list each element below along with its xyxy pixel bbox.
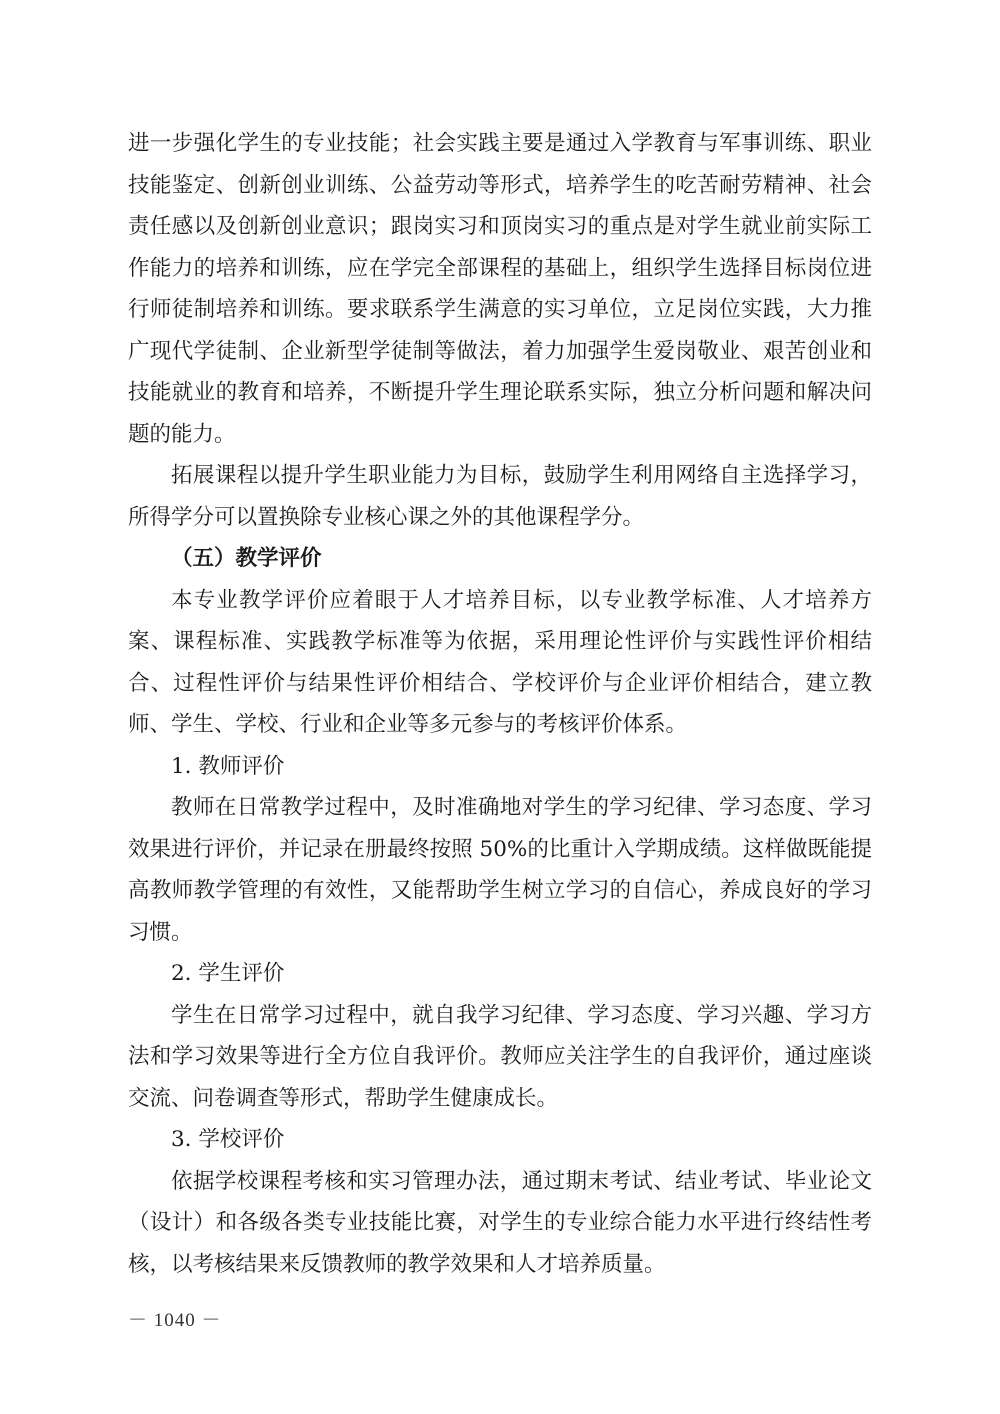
- paragraph-teacher-evaluation: 教师在日常教学过程中，及时准确地对学生的学习纪律、学习态度、学习效果进行评价，并记录在册最终按照 50%的比重计入学期成绩。这样做既能提高教师教学管理的有效性，又能帮助学生树立学习的自信心，养成良好的学习习惯。: [128, 795, 872, 945]
- subheading-teacher-evaluation: 1. 教师评价: [171, 753, 285, 779]
- page-number: － 1040 －: [128, 1310, 222, 1331]
- paragraph-extension-courses: 拓展课程以提升学生职业能力为目标，鼓励学生利用网络自主选择学习，所得学分可以置换除专业核心课之外的其他课程学分。: [128, 463, 872, 530]
- paragraph-practice-continued: 进一步强化学生的专业技能；社会实践主要是通过入学教育与军事训练、职业技能鉴定、创新创业训练、公益劳动等形式，培养学生的吃苦耐劳精神、社会责任感以及创新创业意识；跟岗实习和顶岗实习的重点是对学生就业前实际工作能力的培养和训练，应在学完全部课程的基础上，组织学生选择目标岗位进行师徒制培养和训练。要求联系学生满意的实习单位，立足岗位实践，大力推广现代学徒制、企业新型学徒制等做法，着力加强学生爱岗敬业、艰苦创业和技能就业的教育和培养，不断提升学生理论联系实际，独立分析问题和解决问题的能力。: [128, 131, 872, 447]
- paragraph-student-evaluation: 学生在日常学习过程中，就自我学习纪律、学习态度、学习兴趣、学习方法和学习效果等进行全方位自我评价。教师应关注学生的自我评价，通过座谈交流、问卷调查等形式，帮助学生健康成长。: [128, 1002, 872, 1111]
- document-body: [128, 123, 872, 1285]
- subheading-school-evaluation: 3. 学校评价: [171, 1127, 285, 1152]
- section-heading-teaching-evaluation: （五）教学评价: [171, 546, 322, 571]
- paragraph-evaluation-overview: 本专业教学评价应着眼于人才培养目标，以专业教学标准、人才培养方案、课程标准、实践教学标准等为依据，采用理论性评价与实践性评价相结合、过程性评价与结果性评价相结合、学校评价与企业评价相结合，建立教师、学生、学校、行业和企业等多元参与的考核评价体系。: [128, 587, 872, 737]
- subheading-student-evaluation: 2. 学生评价: [171, 961, 285, 986]
- paragraph-school-evaluation: 依据学校课程考核和实习管理办法，通过期末考试、结业考试、毕业论文（设计）和各级各类专业技能比赛，对学生的专业综合能力水平进行终结性考核，以考核结果来反馈教师的教学效果和人才培养质量。: [128, 1168, 872, 1277]
